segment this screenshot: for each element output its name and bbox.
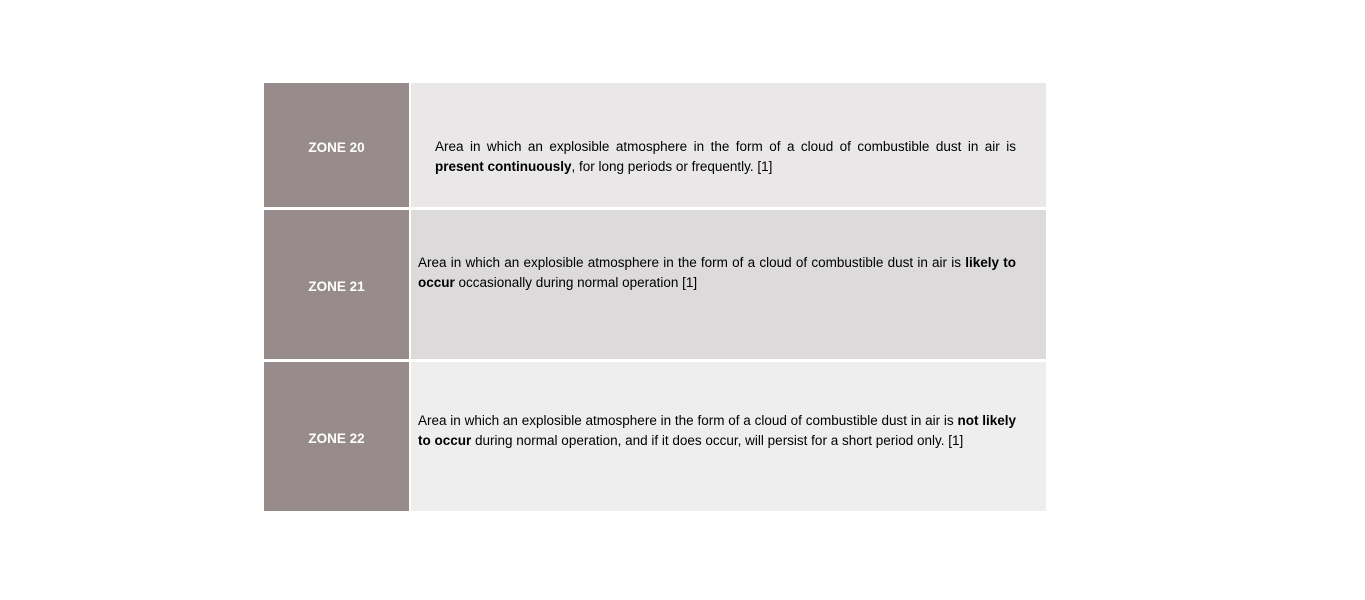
zone-description-cell <box>411 210 1046 359</box>
zone-label-cell <box>264 83 409 207</box>
description-text-end: during normal operation, and if it does occur, will persist for a short period only. [1] <box>471 432 964 448</box>
zone-label: ZONE 20 <box>308 139 365 155</box>
description-text-end: , for long periods or frequently. [1] <box>571 159 773 174</box>
zone-label-cell <box>264 362 409 511</box>
zone-classification-table <box>264 83 1046 511</box>
zone-description-cell <box>411 83 1046 207</box>
zone-row-20 <box>264 83 1046 207</box>
zone-description <box>418 253 1016 293</box>
zone-row-22 <box>264 362 1046 511</box>
description-emphasis: not likely to occur <box>418 412 1017 448</box>
zone-description-cell <box>411 362 1046 511</box>
description-text-end: occasionally during normal operation [1] <box>454 274 698 290</box>
description-text: Area in which an explosible atmosphere in the form of a cloud of combustible dust in air is <box>418 254 966 270</box>
description-emphasis: present continuously <box>435 159 572 174</box>
zone-label: ZONE 22 <box>308 431 365 446</box>
zone-row-21 <box>264 210 1046 359</box>
description-text: Area in which an explosible atmosphere in the form of a cloud of combustible dust in air is <box>435 139 1016 154</box>
description-text: Area in which an explosible atmosphere in the form of a cloud of combustible dust in air is <box>418 412 958 428</box>
zone-description <box>435 137 1016 177</box>
zone-description <box>418 411 1016 451</box>
zone-label: ZONE 21 <box>308 279 365 294</box>
description-emphasis: likely to occur <box>418 254 1016 290</box>
zone-label-cell <box>264 210 409 359</box>
